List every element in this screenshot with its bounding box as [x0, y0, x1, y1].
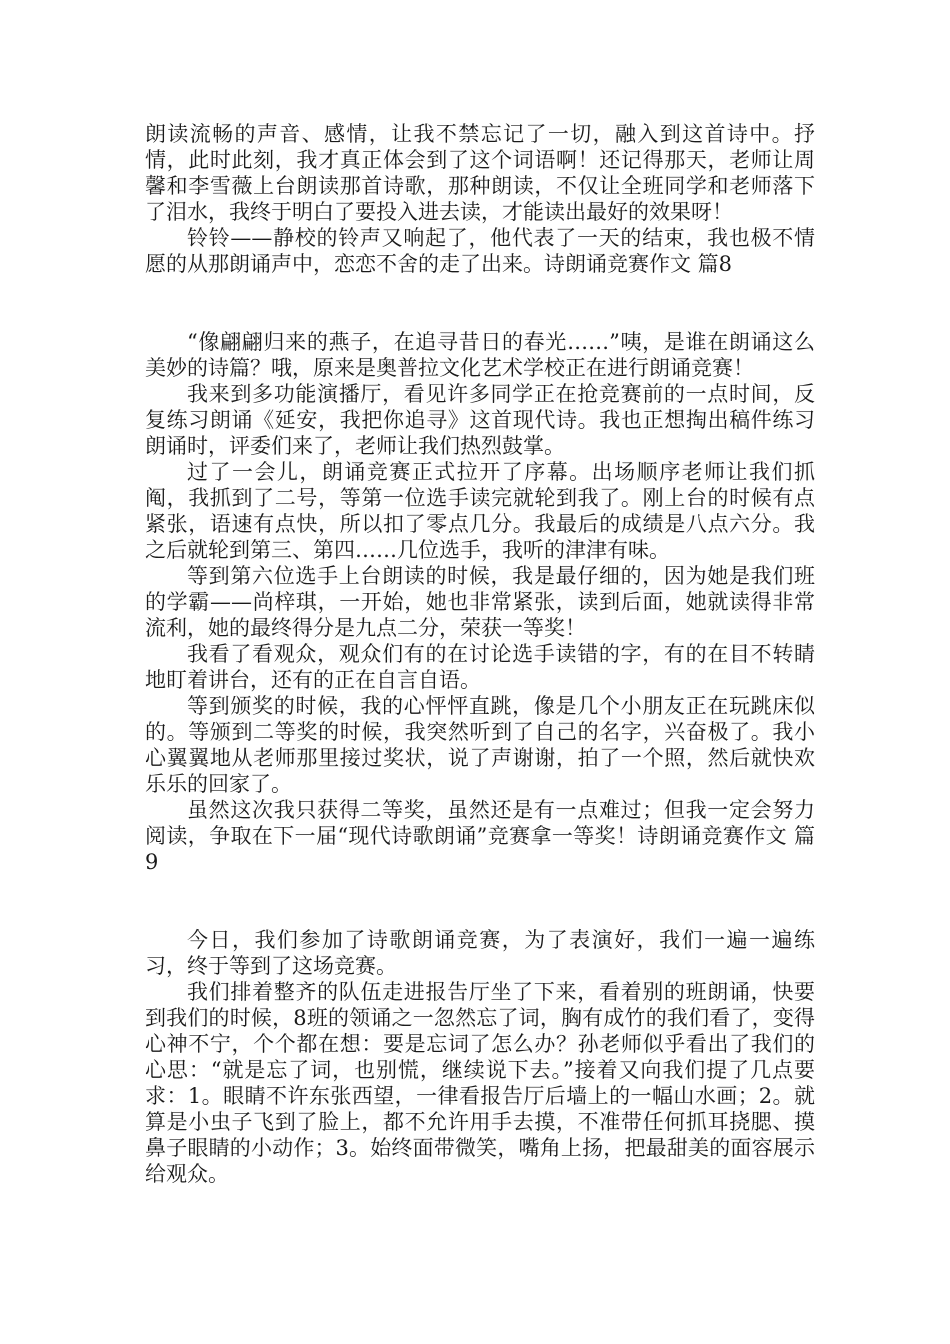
paragraph: 等到颁奖的时候，我的心怦怦直跳，像是几个小朋友正在玩跳床似的。等颁到二等奖的时候，我突然听到了自己的名字，兴奋极了。我小心翼翼地从老师那里接过奖状，说了声谢谢，拍了一个照，然后就快欢乐乐的回家了。 — [145, 694, 815, 796]
paragraph: 我看了看观众，观众们有的在讨论选手读错的字，有的在目不转睛地盯着讲台，还有的正在自言自语。 — [145, 642, 815, 692]
paragraph: 我来到多功能演播厅，看见许多同学正在抢竞赛前的一点时间，反复练习朗诵《延安，我把你追寻》这首现代诗。我也正想掏出稿件练习朗诵时，评委们来了，老师让我们热烈鼓掌。 — [145, 382, 815, 458]
section-gap — [145, 875, 815, 927]
paragraph: 今日，我们参加了诗歌朗诵竞赛，为了表演好，我们一遍一遍练习，终于等到了这场竞赛。 — [145, 928, 815, 978]
paragraph: 虽然这次我只获得二等奖，虽然还是有一点难过；但我一定会努力阅读，争取在下一届“现代诗歌朗诵”竞赛拿一等奖！诗朗诵竞赛作文 篇9 — [145, 798, 815, 874]
paragraph: 我们排着整齐的队伍走进报告厅坐了下来，看着别的班朗诵，快要到我们的时候，8班的领诵之一忽然忘了词，胸有成竹的我们看了，变得心神不宁，个个都在想：要是忘词了怎么办？孙老师似乎看出了我们的心思：“就是忘了词，也别慌，继续说下去。”接着又向我们提了几点要求：1。眼睛不许东张西望，一律看报告厅后墙上的一幅山水画；2。就算是小虫子飞到了脸上，都不允许用手去摸，不准带任何抓耳挠腮、摸鼻子眼睛的小动作；3。始终面带微笑，嘴角上扬，把最甜美的面容展示给观众。 — [145, 980, 815, 1186]
document-page — [145, 121, 815, 1187]
section-gap — [145, 277, 815, 329]
paragraph: “像翩翩归来的燕子，在追寻昔日的春光……”咦，是谁在朗诵这么美妙的诗篇？哦，原来是奥普拉文化艺术学校正在进行朗诵竞赛！ — [145, 330, 815, 380]
paragraph: 铃铃——静校的铃声又响起了，他代表了一天的结束，我也极不情愿的从那朗诵声中，恋恋不舍的走了出来。诗朗诵竞赛作文 篇8 — [145, 226, 815, 276]
paragraph: 朗读流畅的声音、感情，让我不禁忘记了一切，融入到这首诗中。抒情，此时此刻，我才真正体会到了这个词语啊！还记得那天，老师让周馨和李雪薇上台朗读那首诗歌，那种朗读，不仅让全班同学和老师落下了泪水，我终于明白了要投入进去读，才能读出最好的效果呀！ — [145, 122, 815, 224]
paragraph: 等到第六位选手上台朗读的时候，我是最仔细的，因为她是我们班的学霸——尚梓琪，一开始，她也非常紧张，读到后面，她就读得非常流利，她的最终得分是九点二分，荣获一等奖！ — [145, 564, 815, 640]
paragraph: 过了一会儿，朗诵竞赛正式拉开了序幕。出场顺序老师让我们抓阄，我抓到了二号，等第一位选手读完就轮到我了。刚上台的时候有点紧张，语速有点快，所以扣了零点几分。我最后的成绩是八点六分。我之后就轮到第三、第四……几位选手，我听的津津有味。 — [145, 460, 815, 562]
